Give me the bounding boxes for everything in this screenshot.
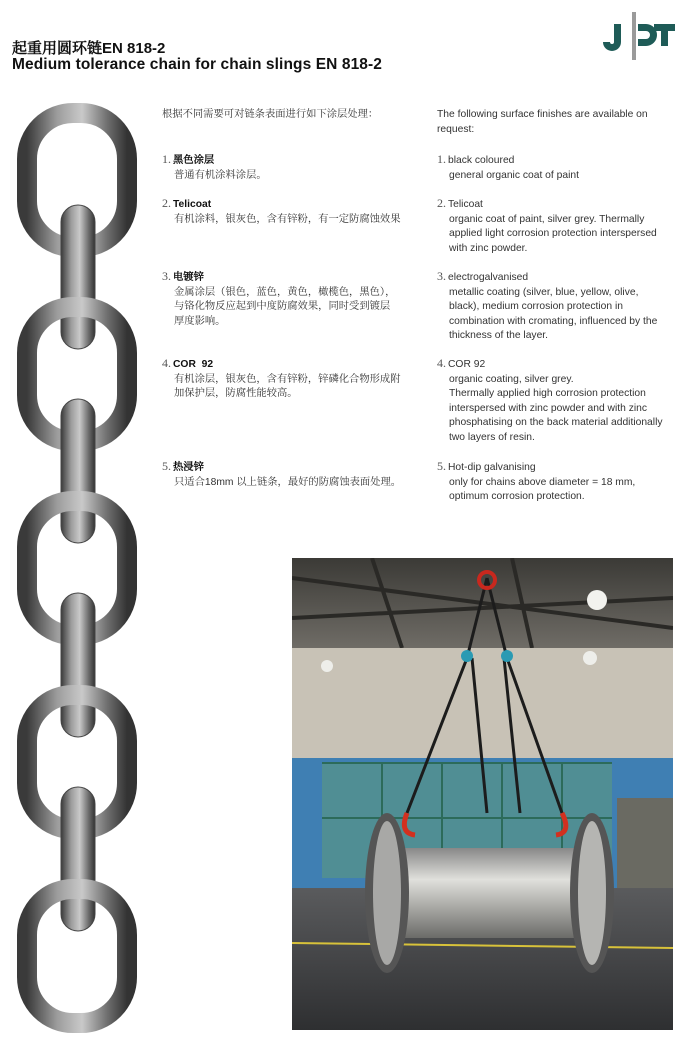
cn-item-heading: COR 92 — [173, 359, 214, 370]
en-item-body-line: combination with cromating, influenced by the — [449, 315, 658, 327]
en-item-number: 2. — [437, 196, 446, 210]
chain-link — [61, 205, 95, 349]
en-item-body-line: black), medium corrosion protection in — [449, 301, 623, 313]
cn-item-body-line: 金属涂层（银色，蓝色，黄色，橄榄色，黑色）， — [174, 286, 396, 298]
en-item-body-line: applied light corrosion protection interspersed — [449, 228, 657, 240]
cn-item-body-line: 加保护层，防腐性能较高。 — [174, 388, 298, 400]
en-item-body-line: organic coating, silver grey. — [449, 373, 574, 385]
cn-item-heading: Telicoat — [173, 199, 212, 210]
cn-item-number: 3. — [162, 269, 171, 283]
en-item-body-line: phosphatising on the back material additionally — [449, 417, 663, 429]
en-item-heading: COR 92 — [448, 359, 486, 370]
cn-item-5 — [162, 459, 427, 490]
cn-item-heading: 黑色涂层 — [173, 155, 215, 166]
en-item-body-line: with zinc powder. — [449, 242, 528, 254]
en-item-4 — [437, 356, 682, 446]
en-item-heading: Hot-dip galvanising — [448, 462, 536, 473]
chain-link — [61, 787, 95, 931]
en-item-number: 4. — [437, 356, 446, 370]
en-item-body-line: Thermally applied high corrosion protection — [449, 388, 646, 400]
en-item-number: 5. — [437, 459, 446, 473]
en-item-heading: Telicoat — [448, 199, 483, 210]
cn-item-body-line: 与铬化物反应起到中度防腐效果，同时受到镀层 — [174, 301, 391, 313]
cn-item-body: 有机涂料，银灰色，含有锌粉，有一定防腐蚀效果 — [174, 213, 401, 225]
en-intro — [437, 108, 682, 137]
cn-item-4 — [162, 356, 427, 402]
cn-item-number: 2. — [162, 196, 171, 210]
cn-item-number: 1. — [162, 152, 171, 166]
chinese-column — [162, 108, 427, 508]
en-item-body-line: thickness of the layer. — [449, 330, 549, 342]
en-item-2 — [437, 196, 682, 256]
en-item-body-line: general organic coat of paint — [449, 169, 579, 181]
cn-item-number: 4. — [162, 356, 171, 370]
cn-item-body-line: 有机涂层，银灰色，含有锌粉，锌磷化合物形成附 — [174, 373, 401, 385]
en-item-heading: black coloured — [448, 155, 515, 166]
chain-link — [61, 593, 95, 737]
en-item-1 — [437, 152, 682, 183]
en-item-body-line: organic coat of paint, silver grey. Thermally — [449, 213, 645, 225]
en-item-number: 3. — [437, 269, 446, 283]
en-item-number: 1. — [437, 152, 446, 166]
cn-item-heading: 电镀锌 — [173, 272, 204, 283]
jdt-logo — [600, 12, 676, 60]
cn-item-heading: 热浸锌 — [173, 462, 204, 473]
chain-link — [61, 399, 95, 543]
cn-item-2 — [162, 196, 427, 227]
en-item-body-line: optimum corrosion protection. — [449, 491, 585, 503]
title-english: Medium tolerance chain for chain slings EN 818-2 — [12, 56, 383, 73]
en-item-body-line: two layers of resin. — [449, 431, 535, 443]
title-chinese: 起重用圆环链EN 818-2 — [12, 40, 166, 57]
cn-item-body: 普通有机涂料涂层。 — [174, 169, 267, 181]
chain-sling-photo — [292, 558, 673, 1030]
cn-intro: 根据不同需要可对链条表面进行如下涂层处理： — [162, 109, 379, 120]
cn-item-3 — [162, 269, 427, 329]
cn-item-1 — [162, 152, 427, 183]
en-item-body-line: only for chains above diameter = 18 mm, — [449, 476, 636, 488]
english-column — [437, 108, 682, 508]
cn-item-body-line: 厚度影响。 — [174, 315, 226, 327]
cn-item-number: 5. — [162, 459, 171, 473]
en-intro-line: request: — [437, 123, 475, 135]
en-item-body-line: interspersed with zinc powder and with zinc — [449, 402, 648, 414]
en-item-heading: electrogalvanised — [448, 272, 529, 283]
cn-item-body: 只适合18mm 以上链条，最好的防腐蚀表面处理。 — [174, 476, 402, 488]
chain-image — [15, 100, 145, 1035]
en-item-3 — [437, 269, 682, 344]
en-intro-line: The following surface finishes are available on — [437, 109, 648, 120]
en-item-5 — [437, 459, 682, 505]
en-item-body-line: metallic coating (silver, blue, yellow, olive, — [449, 286, 639, 298]
